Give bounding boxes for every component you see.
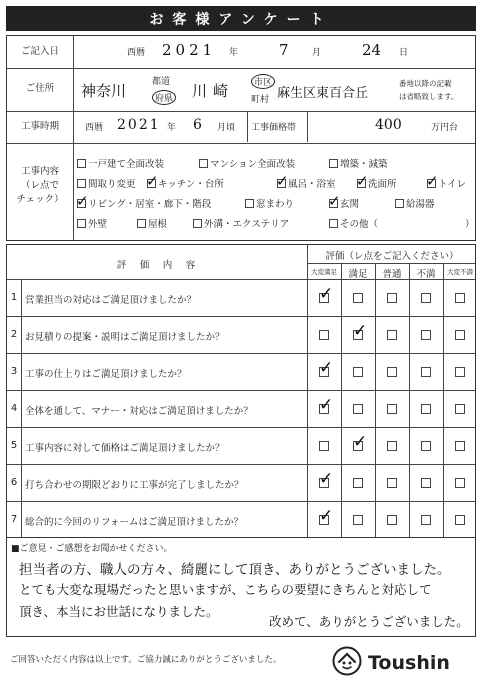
work-item-label: 屋根 [148,219,168,230]
date-era: 西暦 [127,48,146,58]
content-label-line-2: （レ点で [20,180,59,191]
rating-box[interactable] [421,441,431,451]
footer-note: ご回答いただく内容は以上です。ご協力誠にありがとうございました。 [10,655,282,665]
question-text: 工事内容に対して価格はご満足頂けましたか？ [25,443,225,454]
work-row-1 [77,156,473,168]
work-checkbox[interactable] [77,159,86,168]
comment-line-1: 担当者の方、職人の方々、綺麗にして頂き、ありがとうございました。 [19,562,451,578]
question-number: 5 [10,440,18,451]
rating-box[interactable] [319,284,334,304]
rating-box[interactable] [319,395,334,415]
rating-box[interactable] [387,293,397,303]
work-item-label: トイレ [438,179,467,190]
check-mark-icon: ✓ [276,172,289,190]
rating-box[interactable] [387,404,397,414]
rating-box[interactable] [455,441,465,451]
date-day-value: 24 [362,41,382,59]
work-checkbox[interactable] [193,219,202,228]
work-item[interactable] [137,216,167,230]
address-note-2: は省略致します。 [399,92,459,101]
rating-box[interactable] [455,515,465,525]
check-mark-icon: ✓ [319,395,334,415]
work-item[interactable] [329,216,378,230]
content-label-line-3: チェック） [16,194,64,205]
work-checkbox[interactable] [328,192,341,210]
date-month-unit: 月 [312,48,322,58]
rating-box[interactable] [353,404,363,414]
date-month-value: 7 [279,41,289,59]
work-item-label: マンション全面改装 [210,159,296,170]
comment-box[interactable] [6,538,476,637]
rating-box[interactable] [353,432,368,452]
work-item-label: 増築・減築 [340,159,388,170]
check-mark-icon: ✓ [319,358,334,378]
work-item-label: その他（ [340,219,379,230]
rating-header: 評価（レ点をご記入ください） [325,251,459,262]
check-mark-icon: ✓ [319,284,334,304]
price-label: 工事価格帯 [251,123,297,133]
question-number: 1 [10,292,18,303]
question-number: 7 [10,514,18,525]
scale-very-satisfied: 大変満足 [311,268,337,276]
work-checkbox[interactable] [426,172,439,190]
rating-box[interactable] [319,441,329,451]
work-checkbox[interactable] [137,219,146,228]
period-year-value: 2021 [117,117,161,133]
question-text: 営業担当の対応はご満足頂けましたか？ [25,295,197,306]
work-item-label: 洗面所 [368,179,397,190]
check-mark-icon: ✓ [356,172,369,190]
evaluation-table [6,244,476,538]
rating-box[interactable] [421,330,431,340]
rating-box[interactable] [421,367,431,377]
question-text: 打ち合わせの期限どおりに工事が完了しましたか？ [25,480,244,491]
work-checkbox[interactable] [329,219,338,228]
work-checkbox[interactable] [199,159,208,168]
check-mark-icon: ✓ [353,321,368,341]
work-item-label: 風呂・浴室 [288,179,336,190]
work-item-label: 外溝・エクステリア [204,219,290,230]
work-item[interactable] [77,216,107,230]
check-mark-icon: ✓ [328,192,341,210]
scale-neutral: 普通 [382,269,402,280]
work-item-label: 玄関 [340,199,360,210]
scale-very-dissatisfied: 大変不満 [447,268,473,276]
price-value: 400 [375,117,402,133]
work-row-2 [77,172,473,190]
work-item-label: 外壁 [88,219,108,230]
work-item[interactable] [426,172,467,190]
check-mark-icon: ✓ [319,469,334,489]
work-item[interactable] [245,196,294,210]
rating-box[interactable] [455,404,465,414]
survey-title: お客様アンケート [6,6,476,31]
period-label: 工事時期 [20,121,59,132]
rating-box[interactable] [387,441,397,451]
address-label: ご住所 [25,83,55,94]
work-item[interactable] [276,172,336,190]
work-checkbox[interactable] [395,199,404,208]
brand-logo [332,646,450,680]
rating-box[interactable] [319,469,334,489]
chouson-label: 町村 [251,95,270,105]
price-unit: 万円台 [431,123,459,133]
comment-line-2: とても大変な現場だったと思いますが、こちらの要望にきちんと対応して [19,582,432,597]
period-month-value: 6 [193,117,202,133]
work-item[interactable] [146,172,224,190]
work-item[interactable] [395,196,435,210]
rating-box[interactable] [387,330,397,340]
date-label: ご記入日 [20,46,59,57]
rating-box[interactable] [421,293,431,303]
work-item[interactable] [328,192,360,210]
question-number: 6 [10,477,18,488]
todo-label: 都道 [152,77,171,87]
rating-box[interactable] [421,478,431,488]
rating-box[interactable] [319,330,329,340]
question-number: 4 [10,403,18,414]
work-checkbox[interactable] [76,192,89,210]
check-mark-icon: ✓ [146,172,159,190]
other-close: ） [465,219,475,230]
address-note-1: 番地以降の記載 [399,79,452,88]
question-text: 工事の仕上りはご満足頂けましたか？ [25,369,187,380]
period-era: 西暦 [85,123,104,133]
rating-box[interactable] [353,478,363,488]
fuken-label: 府県 [152,90,176,105]
work-item[interactable] [193,216,289,230]
work-item-label: リビング・居室・廊下・階段 [88,199,212,210]
work-item-label: 給湯器 [406,199,435,210]
rating-box[interactable] [353,321,368,341]
shiku-label: 市区 [251,74,275,89]
rating-box[interactable] [319,506,334,526]
check-mark-icon: ✓ [319,506,334,526]
question-number: 3 [10,366,18,377]
rating-box[interactable] [421,404,431,414]
rating-box[interactable] [353,515,363,525]
date-day-unit: 日 [399,48,409,58]
work-checkbox[interactable] [245,199,254,208]
work-checkbox[interactable] [356,172,369,190]
check-mark-icon: ✓ [353,432,368,452]
content-label-line-1: 工事内容 [20,166,59,177]
comment-label: ■ご意見・ご感想をお聞かせください。 [11,544,173,554]
rating-box[interactable] [455,367,465,377]
question-text: 全体を通して、マナー・対応はご満足頂けましたか？ [25,406,253,417]
work-item-label: キッチン・台所 [158,179,224,190]
rating-box[interactable] [421,515,431,525]
rating-box[interactable] [353,293,363,303]
comment-line-3b: 改めて、ありがとうございました。 [269,614,469,629]
work-item[interactable] [329,156,388,170]
work-item[interactable] [77,156,164,170]
question-text: お見積りの提案・説明はご満足頂けましたか？ [25,332,225,343]
scale-satisfied: 満足 [348,269,368,280]
rating-box[interactable] [387,367,397,377]
work-item[interactable] [77,176,136,190]
info-table [6,35,476,241]
rating-box[interactable] [455,330,465,340]
date-year-value: 2021 [162,41,217,59]
work-item[interactable] [199,156,295,170]
work-row-4 [77,216,473,228]
evaluation-header: 評 価 内 容 [116,260,198,271]
rating-box[interactable] [387,478,397,488]
work-checkbox[interactable] [146,172,159,190]
rating-box[interactable] [455,293,465,303]
work-checkbox[interactable] [77,179,86,188]
rating-box[interactable] [319,358,334,378]
work-checkbox[interactable] [276,172,289,190]
work-item[interactable] [356,172,397,190]
question-text: 総合的に今回のリフォームはご満足頂けましたか？ [25,517,244,528]
rating-box[interactable] [353,367,363,377]
brand-name: Toushin [368,652,450,674]
rating-box[interactable] [455,478,465,488]
date-year-unit: 年 [229,48,239,58]
comment-line-3a: 頂き、本当にお世話になりました。 [19,604,219,619]
period-month-unit: 月頃 [217,123,236,133]
content-label [7,165,73,207]
question-number: 2 [10,329,18,340]
check-mark-icon: ✓ [76,192,89,210]
city-value: 川崎 [192,82,235,100]
house-logo-icon [332,646,362,680]
scale-dissatisfied: 不満 [416,269,436,280]
work-item-label: 間取り変更 [88,179,136,190]
town-value: 麻生区東百合丘 [277,86,369,101]
work-checkbox[interactable] [329,159,338,168]
work-item-label: 窓まわり [256,199,295,210]
work-item-label: 一戸建て全面改装 [88,159,165,170]
rating-box[interactable] [387,515,397,525]
check-mark-icon: ✓ [426,172,439,190]
period-year-unit: 年 [167,123,177,133]
work-checkbox[interactable] [77,219,86,228]
work-item[interactable] [76,192,212,210]
prefecture-value: 神奈川 [81,82,127,100]
work-row-3 [76,192,473,210]
